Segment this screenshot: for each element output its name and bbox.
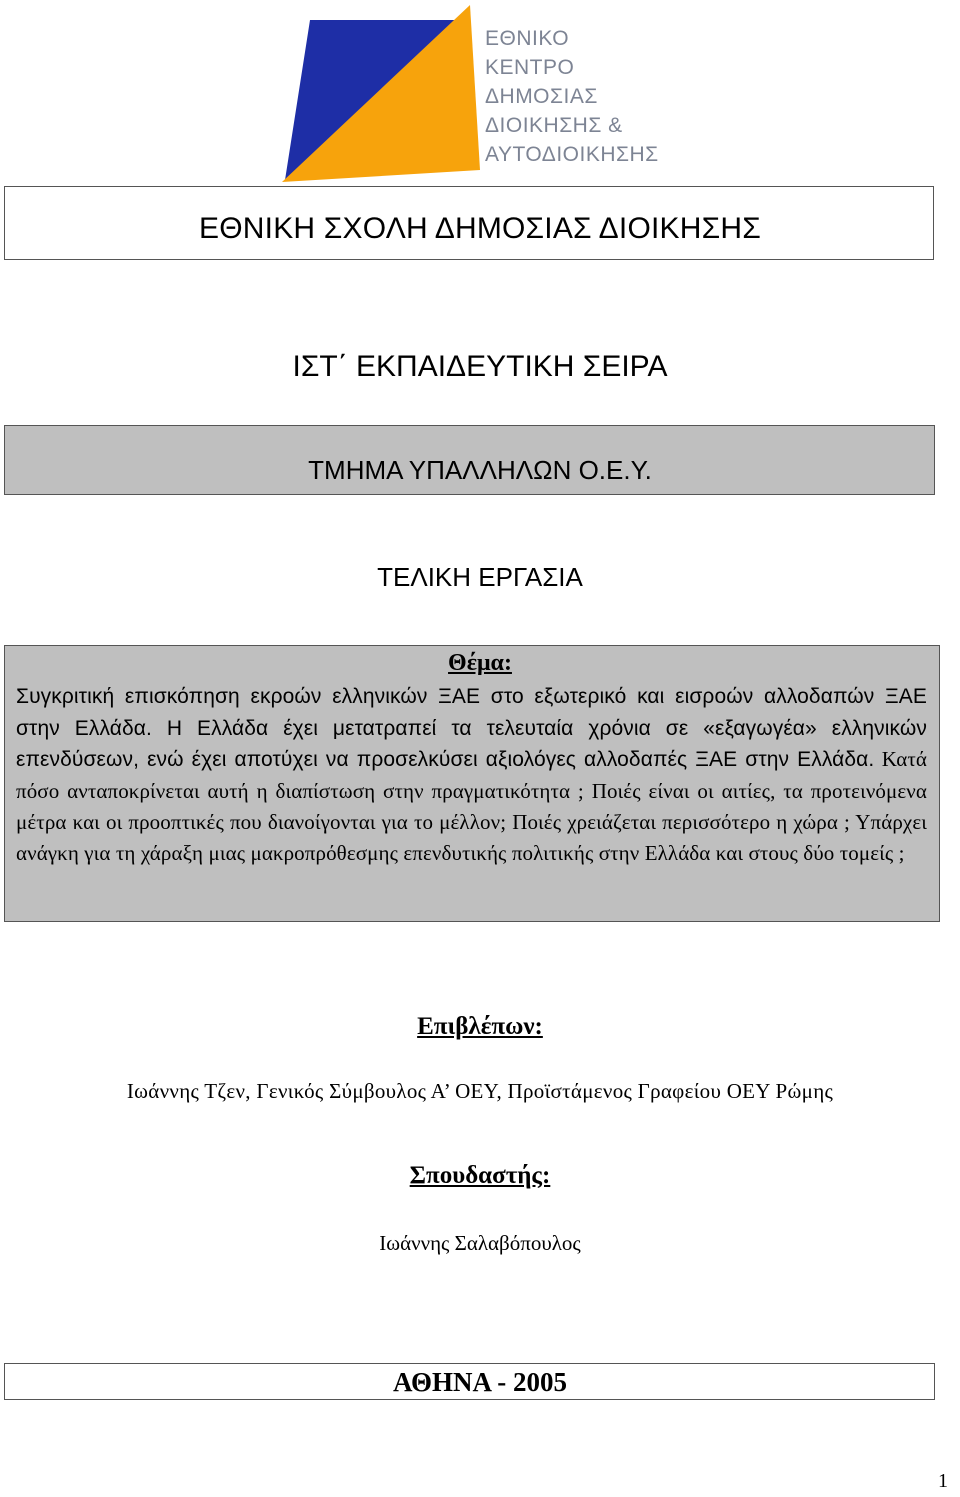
topic-text-part1: Συγκριτική επισκόπηση εκροών ελληνικών ΞΑΕ στο εξωτερικό και εισροών αλλοδαπών ΞΑΕ στην Ελλάδα. Η Ελλάδα έχει μετατραπεί τα τελευταία χρόνια σε «εξαγωγέα» ελληνικών επενδύσεων, ενώ έχει αποτύχει να προσελκύσει αξιολόγες αλλοδαπές ΞΑΕ στην Ελλάδα. [16, 685, 927, 772]
department-title: ΤΜΗΜΑ ΥΠΑΛΛΗΛΩΝ Ο.Ε.Υ. [308, 455, 652, 485]
page-number: 1 [938, 1470, 948, 1492]
supervisor-label: Επιβλέπων: [417, 1013, 543, 1040]
supervisor-name: Ιωάννης Τζεν, Γενικός Σύμβουλος Α’ ΟΕΥ, Προϊστάμενος Γραφείου ΟΕΥ Ρώμης [126, 1079, 834, 1103]
student-label: Σπουδαστής: [409, 1162, 551, 1189]
final-work-title: ΤΕΛΙΚΗ ΕΡΓΑΣΙΑ [377, 562, 583, 592]
logo-line-1: ΕΘΝΙΚΟ [485, 27, 570, 50]
topic-text-part2: Κατά πόσο ανταποκρίνεται αυτή η διαπίστωση στην πραγματικότητα ; Ποιές είναι οι αιτίες, τα προτεινόμενα μέτρα και οι προοπτικές που διανοίγονται για το μέλλον; Ποιές χρειάζεται περισσότερο η χώρα ; Υπάρχει ανάγκη για τη χάραξη μιας μακροπρόθεσμης επενδυτικής πολιτικής στην Ελλάδα και στους δύο τομείς ; [16, 747, 927, 865]
student-name: Ιωάννης Σαλαβόπουλος [379, 1231, 581, 1255]
eker-logo [270, 0, 700, 190]
logo-graphic [270, 0, 485, 190]
logo-text [485, 24, 659, 169]
logo-line-4: ΔΙΟΙΚΗΣΗΣ & [485, 114, 623, 137]
school-title: ΕΘΝΙΚΗ ΣΧΟΛΗ ΔΗΜΟΣΙΑΣ ΔΙΟΙΚΗΣΗΣ [199, 212, 761, 245]
logo-line-5: ΑΥΤΟΔΙΟΙΚΗΣΗΣ [485, 143, 659, 166]
logo-line-3: ΔΗΜΟΣΙΑΣ [485, 85, 598, 108]
topic-label: Θέμα: [448, 650, 512, 676]
place-year: ΑΘΗΝΑ - 2005 [393, 1367, 567, 1397]
series-title: ΙΣΤ΄ ΕΚΠΑΙΔΕΥΤΙΚΗ ΣΕΙΡΑ [292, 350, 668, 383]
topic-body [16, 681, 927, 868]
logo-line-2: ΚΕΝΤΡΟ [485, 56, 575, 79]
